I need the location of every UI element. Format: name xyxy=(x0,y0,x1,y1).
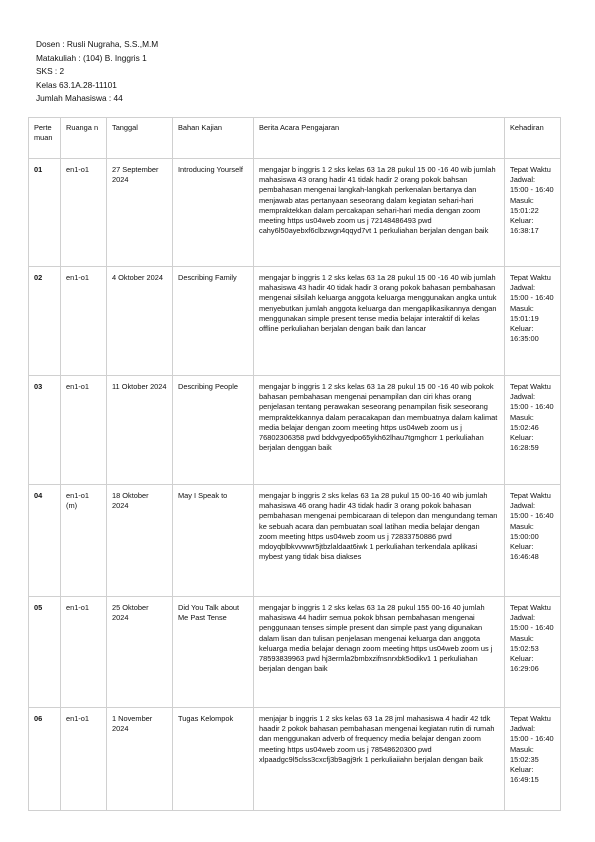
cell-bahan-kajian: Did You Talk about Me Past Tense xyxy=(173,597,254,708)
dosen-line: Dosen : Rusli Nugraha, S.S.,M.M xyxy=(36,39,159,49)
cell-tanggal: 25 Oktober 2024 xyxy=(107,597,173,708)
table-row xyxy=(29,708,561,811)
cell-ruangan: en1-o1 xyxy=(61,708,107,811)
cell-berita-acara: mengajar b inggris 1 2 sks kelas 63 1a 28 pukul 155 00-16 40 jumlah mahasiswa 44 hadirr semua pokok bhsan pembahasan mengenai penggunaan tenses simple present dan simple past yang digunakan dalam lisan dan tulisan penjelasan mengenai keluarga dan anggota keluarga media belajar denagn zoom meeting https us04web zoom us j 78593839963 pwd hj3ermla2bmbxzifnsnrxbk5odikv1 1 perkuliahan berjalan dengan baik xyxy=(254,597,505,708)
cell-pertemuan: 04 xyxy=(29,485,61,597)
cell-tanggal: 1 November 2024 xyxy=(107,708,173,811)
cell-pertemuan: 02 xyxy=(29,267,61,376)
cell-ruangan: en1-o1 xyxy=(61,597,107,708)
table-header-row xyxy=(29,118,561,159)
kelas-line: Kelas 63.1A.28-11101 xyxy=(36,79,117,90)
cell-bahan-kajian: Introducing Yourself xyxy=(173,159,254,267)
col-header-ruangan: Ruanga n xyxy=(61,118,107,159)
jumlah-line: Jumlah Mahasiswa : 44 xyxy=(36,93,123,104)
cell-pertemuan: 06 xyxy=(29,708,61,811)
cell-kehadiran: Tepat Waktu Jadwal: 15:00 - 16:40 Masuk: 15:00:00 Keluar: 16:46:48 xyxy=(505,485,561,597)
table-row xyxy=(29,485,561,597)
cell-berita-acara: mengajar b inggris 1 2 sks kelas 63 1a 28 pukul 15 00 -16 40 wib jumlah mahasiswa 43 orang hadir 41 tidak hadir 2 orang pokok bahsan pembahasan mengenai langkah-langkah perkenalan bertanya dan menjawab atas pertanyaan seseorang dalam kegiatan sehari-hari mempraktekkan dalam percakapan sehari-hari media dengan zoom meeting https us04web zoom us j 72148486493 pwd cahy6l50ayebxf6clbzwgn4qqyd7vt 1 perkuliahan berjalan dengan baik xyxy=(254,159,505,267)
cell-berita-acara: menjajar b inggris 1 2 sks kelas 63 1a 28 jml mahasiswa 4 hadir 42 tdk haadir 2 pokok bahasan pembahasan mengenai kegiatan rutin di rumah dan menggunakan adverb of frequency media belajar dengan zoom meeting https us04web zoom us j 78548620300 pwd xlpaadgc9l5clss3cxcfj3b9agj9rk 1 perkuliaiiahn berjalan dengan baik xyxy=(254,708,505,811)
cell-berita-acara: mengajar b inggris 2 sks kelas 63 1a 28 pukul 15 00-16 40 wib jumlah mahasiswa 46 orang hadir 43 tidak hadir 3 orang pokok bahasan pembahasan mengenai pembicaraan di telepon dan mengundang teman ke sebuah acara dan pembuatan soal latihan media belajar dengan zoom meeting https us04web zoom us j 72833750886 pwd mdoyqblbkvvwwr5jtbzlaldaat6iwk 1 perkuliahan terkendala aplikasi mybest yang tidak bisa diakses xyxy=(254,485,505,597)
col-header-berita-acara: Berita Acara Pengajaran xyxy=(254,118,505,159)
table-row xyxy=(29,597,561,708)
cell-kehadiran: Tepat Waktu Jadwal: 15:00 - 16:40 Masuk: 15:02:53 Keluar: 16:29:06 xyxy=(505,597,561,708)
cell-pertemuan: 03 xyxy=(29,376,61,485)
cell-pertemuan: 05 xyxy=(29,597,61,708)
cell-bahan-kajian: Describing Family xyxy=(173,267,254,376)
table-row xyxy=(29,267,561,376)
cell-ruangan: en1-o1 xyxy=(61,159,107,267)
matakuliah-line: Matakuliah : (104) B. Inggris 1 xyxy=(36,52,147,63)
sks-line: SKS : 2 xyxy=(36,66,65,77)
table-row xyxy=(29,159,561,267)
col-header-bahan-kajian: Bahan Kajian xyxy=(173,118,254,159)
cell-bahan-kajian: Tugas Kelompok xyxy=(173,708,254,811)
cell-bahan-kajian: Describing People xyxy=(173,376,254,485)
cell-ruangan: en1-o1 xyxy=(61,376,107,485)
cell-tanggal: 27 September 2024 xyxy=(107,159,173,267)
cell-ruangan: en1-o1 (m) xyxy=(61,485,107,597)
cell-kehadiran: Tepat Waktu Jadwal: 15:00 - 16:40 Masuk: 15:01:22 Keluar: 16:38:17 xyxy=(505,159,561,267)
cell-tanggal: 11 Oktober 2024 xyxy=(107,376,173,485)
cell-pertemuan: 01 xyxy=(29,159,61,267)
berita-acara-table xyxy=(28,117,561,811)
cell-kehadiran: Tepat Waktu Jadwal: 15:00 - 16:40 Masuk: 15:02:35 Keluar: 16:49:15 xyxy=(505,708,561,811)
col-header-kehadiran: Kehadiran xyxy=(505,118,561,159)
col-header-tanggal: Tanggal xyxy=(107,118,173,159)
table-row xyxy=(29,376,561,485)
cell-ruangan: en1-o1 xyxy=(61,267,107,376)
cell-tanggal: 4 Oktober 2024 xyxy=(107,267,173,376)
course-header xyxy=(36,38,158,106)
cell-tanggal: 18 Oktober 2024 xyxy=(107,485,173,597)
cell-berita-acara: mengajar b inggris 1 2 sks kelas 63 1a 28 pukul 15 00 -16 40 wib jumlah mahasiswa 43 hadir 40 tidak hadir 3 orang pokok bahasan pembahasan mengenai silsilah keluarga anggota keluarga menggunakan angka untuk menyebutkan jumlah anggota keluarga dan mengaplikasikannya dengan menggunakan simple present tense media belajar interaktif di kelas offline perkuliahan berjalan dengan baik dan lancar xyxy=(254,267,505,376)
cell-kehadiran: Tepat Waktu Jadwal: 15:00 - 16:40 Masuk: 15:02:46 Keluar: 16:28:59 xyxy=(505,376,561,485)
cell-kehadiran: Tepat Waktu Jadwal: 15:00 - 16:40 Masuk: 15:01:19 Keluar: 16:35:00 xyxy=(505,267,561,376)
col-header-pertemuan: Perte muan xyxy=(29,118,61,159)
cell-bahan-kajian: May I Speak to xyxy=(173,485,254,597)
cell-berita-acara: mengajar b inggris 1 2 sks kelas 63 1a 28 pukul 15 00 -16 40 wib pokok bahasan pembahasan mengenai penampilan dan ciri khas orang penjelasan tentang perawakan seseorang penampilan fisik seseorang mempraktekkannya dalam peracakapan dan membuatnya dalam kalimat media belajar dengan zoom meeting https us04web zoom us j 76802306358 pwd bddvgyedpo65ykh62lhau7tgmghcrr 1 perkuliahan berjalan denggan baik xyxy=(254,376,505,485)
